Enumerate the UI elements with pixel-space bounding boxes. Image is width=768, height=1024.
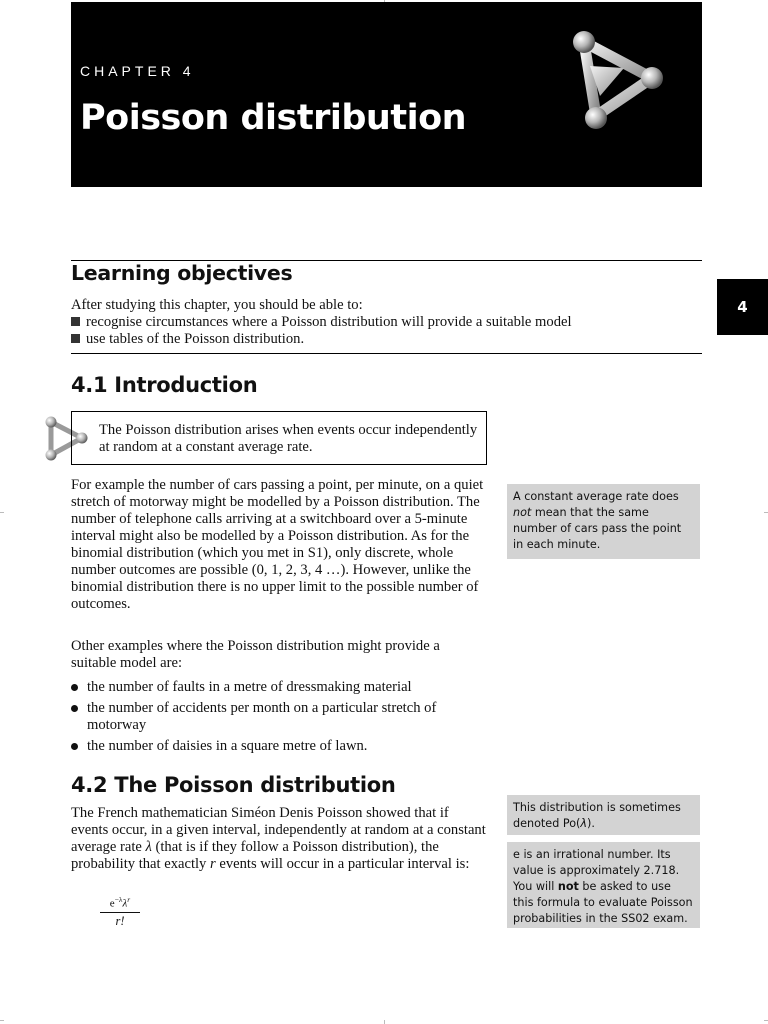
margin-note-e-value: e is an irrational number. Its value is approximately 2.718. You will not be asked to use this formula to evaluate Poisson probabilities in the SS02 exam.	[507, 842, 700, 928]
objectives-section	[71, 297, 691, 348]
square-bullet-icon	[71, 334, 80, 343]
objectives-heading: Learning objectives	[71, 261, 293, 285]
crop-mark	[764, 1020, 768, 1021]
section-4-2-heading: 4.2 The Poisson distribution	[71, 773, 396, 797]
section-4-1-heading: 4.1 Introduction	[71, 373, 258, 397]
intro-paragraph-1: For example the number of cars passing a point, per minute, on a quiet stretch of motorway might be modelled by a Poisson distribution. The number of telephone calls arriving at a switchboard over a 5-minute interval might also be modelled by a Poisson distribution. As for the binomial distribution (which you met in S1), only discrete, whole number outcomes are possible (0, 1, 2, 3, 4 …). However, unlike the binomial distribution there is no upper limit to the possible number of outcomes.	[71, 477, 484, 612]
poisson-paragraph: The French mathematician Siméon Denis Poisson showed that if events occur, in a given interval, independently at random at a constant average rate λ (that is if they follow a Poisson distribution), the probability that exactly r events will occur in a particular interval is:	[71, 805, 486, 872]
objectives-bottom-rule	[71, 353, 702, 354]
formula-denominator: r!	[115, 913, 125, 928]
key-point-box	[71, 411, 487, 465]
poisson-formula	[100, 893, 140, 929]
crop-mark	[0, 512, 4, 513]
objective-item: recognise circumstances where a Poisson distribution will provide a suitable model	[71, 314, 691, 331]
examples-list	[71, 679, 485, 759]
list-item: the number of accidents per month on a particular stretch of motorway	[71, 700, 485, 734]
margin-note-notation: This distribution is sometimes denoted Po(λ).	[507, 795, 700, 835]
intro-paragraph-2: Other examples where the Poisson distribution might provide a suitable model are:	[71, 638, 440, 671]
objective-item: use tables of the Poisson distribution.	[71, 331, 691, 348]
chapter-title: Poisson distribution	[80, 98, 467, 138]
molecule-icon	[566, 26, 676, 136]
list-item: the number of daisies in a square metre of lawn.	[71, 738, 485, 755]
chapter-thumb-tab: 4	[717, 279, 768, 335]
margin-note-constant-rate: A constant average rate does not mean that the same number of cars pass the point in each minute.	[507, 484, 700, 559]
square-bullet-icon	[71, 317, 80, 326]
bullet-dot-icon	[71, 743, 78, 750]
chapter-header	[71, 2, 702, 187]
crop-mark	[0, 1020, 4, 1021]
crop-mark	[384, 1020, 385, 1024]
key-point-text: The Poisson distribution arises when events occur independently at random at a constant average rate.	[99, 422, 478, 455]
objectives-intro: After studying this chapter, you should be able to:	[71, 297, 363, 313]
bullet-dot-icon	[71, 684, 78, 691]
bullet-dot-icon	[71, 705, 78, 712]
list-item: the number of faults in a metre of dressmaking material	[71, 679, 485, 696]
chapter-label: CHAPTER 4	[80, 63, 195, 79]
formula-numerator: $e^{-\lambda}\lambda^r$	[100, 893, 140, 913]
crop-mark	[764, 512, 768, 513]
